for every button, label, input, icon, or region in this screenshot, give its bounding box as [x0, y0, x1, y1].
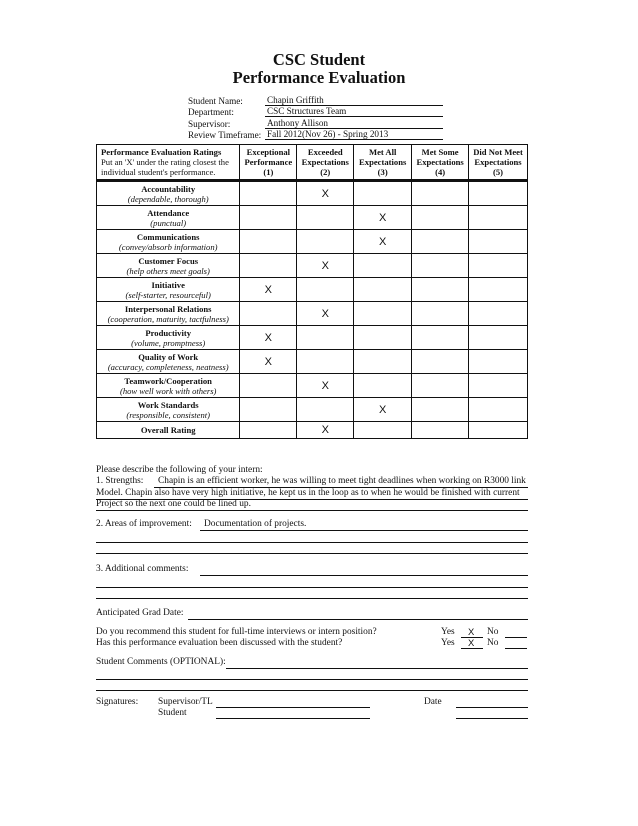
table-row — [97, 206, 528, 230]
rating-mark: X — [264, 355, 273, 368]
review-timeframe-value[interactable]: Fall 2012(Nov 26) - Spring 2013 — [265, 129, 443, 140]
column-header — [297, 145, 354, 181]
rating-cell[interactable] — [354, 326, 412, 350]
rating-cell[interactable] — [297, 302, 354, 326]
grad-date-label: Anticipated Grad Date: — [96, 608, 184, 618]
rating-mark: X — [321, 424, 329, 436]
criterion-description: (volume, promptness) — [131, 337, 206, 348]
evaluation-rows — [97, 181, 528, 439]
criterion-description: (convey/absorb information) — [118, 241, 218, 252]
criterion-name: Customer Focus — [138, 255, 199, 266]
rating-cell[interactable] — [412, 181, 469, 206]
rating-mark: X — [264, 283, 273, 296]
recommend-yes-label: Yes — [441, 627, 455, 637]
table-row — [97, 302, 528, 326]
table-row — [97, 350, 528, 374]
recommend-question: Do you recommend this student for full-time interviews or intern position? — [96, 627, 377, 637]
criterion-name: Attendance — [147, 207, 190, 218]
column-header — [412, 145, 469, 181]
rating-cell[interactable] — [240, 422, 297, 439]
rating-mark: X — [321, 187, 329, 200]
rating-cell[interactable] — [469, 302, 528, 326]
rating-cell[interactable] — [240, 374, 297, 398]
column-header-num: (5) — [493, 167, 504, 177]
criterion-name: Quality of Work — [138, 351, 199, 362]
rating-cell[interactable] — [469, 278, 528, 302]
rating-cell[interactable] — [240, 254, 297, 278]
rating-cell[interactable] — [469, 230, 528, 254]
rating-cell[interactable] — [240, 230, 297, 254]
criterion-description: (punctual) — [150, 217, 187, 228]
supervisor-value[interactable]: Anthony Allison — [265, 118, 443, 129]
form-title-line2: Performance Evaluation — [232, 68, 406, 87]
rating-cell[interactable] — [469, 422, 528, 439]
supervisor-signature-label: Supervisor/TL — [158, 697, 213, 707]
strengths-line1: Chapin is an efficient worker, he was willing to meet tight deadlines when working on R3000 link — [158, 476, 526, 486]
table-row — [97, 326, 528, 350]
discussed-question: Has this performance evaluation been discussed with the student? — [96, 638, 343, 648]
rating-cell[interactable] — [469, 181, 528, 206]
criterion-cell — [97, 302, 240, 326]
student-comments-underline-1[interactable] — [226, 668, 528, 669]
student-comments-underline-3[interactable] — [96, 690, 528, 691]
rating-cell[interactable] — [354, 422, 412, 439]
column-header-num: (4) — [435, 167, 446, 177]
ratings-header-title: Performance Evaluation Ratings — [101, 147, 222, 157]
criterion-cell — [97, 278, 240, 302]
rating-cell[interactable] — [412, 398, 469, 422]
supervisor-signature-field[interactable] — [216, 707, 370, 708]
column-header-name: Exceeded Expectations — [301, 147, 349, 167]
criterion-description: (responsible, consistent) — [126, 409, 211, 420]
criterion-description: (dependable, thorough) — [127, 193, 209, 204]
rating-cell[interactable] — [412, 278, 469, 302]
rating-cell[interactable] — [412, 326, 469, 350]
strengths-line3: Project so the next one could be lined up. — [96, 499, 251, 509]
rating-cell[interactable] — [240, 278, 297, 302]
rating-mark: X — [379, 235, 387, 248]
ratings-header-instructions: Put an 'X' under the rating closest the individual student's performance. — [101, 157, 229, 177]
criterion-description: (how well work with others) — [119, 385, 217, 396]
rating-cell[interactable] — [354, 278, 412, 302]
recommend-no-field[interactable] — [505, 637, 527, 638]
department-value[interactable]: CSC Structures Team — [265, 106, 443, 117]
ratings-header — [97, 145, 240, 181]
column-header-name: Did Not Meet Expectations — [473, 147, 523, 167]
criterion-name: Interpersonal Relations — [124, 303, 212, 314]
rating-cell[interactable] — [412, 230, 469, 254]
column-header-num: (3) — [377, 167, 388, 177]
rating-mark: X — [321, 307, 329, 320]
student-signature-label: Student — [158, 708, 187, 718]
supervisor-label: Supervisor: — [188, 118, 231, 129]
review-timeframe-label: Review Timeframe: — [188, 130, 262, 140]
student-date-field[interactable] — [456, 718, 528, 719]
criterion-cell — [97, 230, 240, 254]
improvement-value: Documentation of projects. — [204, 519, 307, 529]
table-row — [97, 230, 528, 254]
column-header — [354, 145, 412, 181]
rating-cell[interactable] — [412, 302, 469, 326]
describe-prompt: Please describe the following of your intern: — [96, 465, 263, 475]
rating-cell[interactable] — [469, 206, 528, 230]
rating-cell[interactable] — [412, 350, 469, 374]
discussed-no-label: No — [487, 638, 499, 648]
criterion-description: (accuracy, completeness, neatness) — [107, 361, 229, 372]
student-info — [188, 94, 443, 140]
improvement-label: 2. Areas of improvement: — [96, 519, 192, 529]
column-header-num: (1) — [263, 167, 274, 177]
criterion-description: (help others meet goals) — [126, 265, 210, 276]
rating-cell[interactable] — [412, 374, 469, 398]
discussed-yes-mark: X — [468, 637, 475, 648]
rating-cell[interactable] — [354, 181, 412, 206]
department-label: Department: — [188, 107, 234, 117]
rating-cell[interactable] — [354, 350, 412, 374]
strengths-line2: Model. Chapin also have very high initiative, he kept us in the loop as to when he would be finished with current — [96, 488, 520, 498]
rating-cell[interactable] — [240, 326, 297, 350]
rating-mark: X — [321, 379, 329, 392]
rating-cell[interactable] — [354, 230, 412, 254]
rating-mark: X — [379, 211, 387, 224]
rating-cell[interactable] — [297, 350, 354, 374]
additional-underline-2[interactable] — [96, 587, 528, 588]
rating-cell[interactable] — [297, 278, 354, 302]
rating-cell[interactable] — [297, 254, 354, 278]
additional-underline-1[interactable] — [200, 575, 528, 576]
review-timeframe-row — [188, 129, 443, 141]
evaluation-table — [96, 144, 528, 439]
rating-cell[interactable] — [297, 230, 354, 254]
signatures-label: Signatures: — [96, 697, 139, 707]
rating-cell[interactable] — [240, 398, 297, 422]
improvement-underline-1[interactable] — [200, 530, 528, 531]
rating-cell[interactable] — [354, 302, 412, 326]
column-header-name: Met All Expectations — [359, 147, 407, 167]
criterion-name: Accountability — [141, 183, 196, 194]
student-comments-label: Student Comments (OPTIONAL): — [96, 657, 226, 667]
column-header-num: (2) — [320, 167, 331, 177]
rating-cell[interactable] — [469, 254, 528, 278]
column-header-name: Met Some Expectations — [416, 147, 464, 167]
rating-cell[interactable] — [469, 326, 528, 350]
rating-mark: X — [321, 259, 329, 272]
table-header-row — [97, 145, 528, 181]
criterion-cell — [97, 398, 240, 422]
rating-cell[interactable] — [240, 350, 297, 374]
criterion-cell — [97, 422, 240, 439]
criterion-name: Productivity — [145, 327, 192, 338]
rating-cell[interactable] — [354, 374, 412, 398]
rating-cell[interactable] — [240, 302, 297, 326]
rating-cell[interactable] — [297, 206, 354, 230]
criterion-description: (self-starter, resourceful) — [125, 289, 211, 300]
supervisor-row — [188, 117, 443, 129]
criterion-cell — [97, 350, 240, 374]
rating-cell[interactable] — [297, 374, 354, 398]
recommend-yes-mark: X — [468, 626, 475, 637]
criterion-cell — [97, 206, 240, 230]
column-header — [240, 145, 297, 181]
discussed-yes-field[interactable] — [461, 648, 483, 649]
discussed-no-field[interactable] — [505, 648, 527, 649]
department-row — [188, 106, 443, 118]
rating-cell[interactable] — [469, 398, 528, 422]
additional-underline-3[interactable] — [96, 598, 528, 599]
criterion-cell — [97, 374, 240, 398]
additional-comments-label: 3. Additional comments: — [96, 564, 189, 574]
grad-date-field[interactable] — [188, 619, 528, 620]
criterion-name: Overall Rating — [140, 425, 196, 435]
student-comments-underline-2[interactable] — [96, 679, 528, 680]
rating-cell[interactable] — [469, 350, 528, 374]
rating-mark: X — [379, 403, 387, 416]
criterion-name: Work Standards — [137, 399, 199, 410]
strengths-underline-3[interactable] — [96, 510, 528, 511]
rating-cell[interactable] — [297, 398, 354, 422]
table-row — [97, 181, 528, 206]
criterion-name: Communications — [136, 231, 200, 242]
table-row — [97, 278, 528, 302]
strengths-label: 1. Strengths: — [96, 476, 144, 486]
rating-cell[interactable] — [240, 181, 297, 206]
column-header — [469, 145, 528, 181]
criterion-name: Initiative — [151, 279, 185, 290]
student-name-value[interactable]: Chapin Griffith — [265, 95, 443, 106]
rating-cell[interactable] — [412, 254, 469, 278]
discussed-yes-label: Yes — [441, 638, 455, 648]
table-row — [97, 398, 528, 422]
recommend-no-label: No — [487, 627, 499, 637]
rating-cell[interactable] — [412, 206, 469, 230]
supervisor-date-field[interactable] — [456, 707, 528, 708]
rating-cell[interactable] — [469, 374, 528, 398]
criterion-cell — [97, 254, 240, 278]
student-name-row — [188, 94, 443, 106]
improvement-underline-2[interactable] — [96, 542, 528, 543]
rating-cell[interactable] — [297, 181, 354, 206]
column-header-name: Exceptional Performance — [244, 147, 293, 167]
form-title-line1: CSC Student — [272, 50, 366, 69]
rating-cell[interactable] — [412, 422, 469, 439]
rating-cell[interactable] — [354, 254, 412, 278]
table-row — [97, 374, 528, 398]
criterion-name: Teamwork/Cooperation — [124, 375, 212, 386]
criterion-cell — [97, 326, 240, 350]
student-name-label: Student Name: — [188, 95, 243, 106]
overall-rating-row — [97, 422, 528, 439]
student-signature-field[interactable] — [216, 718, 370, 719]
table-row — [97, 254, 528, 278]
rating-cell[interactable] — [297, 422, 354, 439]
date-label: Date — [424, 697, 442, 707]
rating-mark: X — [264, 331, 273, 344]
rating-cell[interactable] — [240, 206, 297, 230]
rating-cell[interactable] — [297, 326, 354, 350]
rating-cell[interactable] — [354, 206, 412, 230]
criterion-cell — [97, 181, 240, 206]
rating-cell[interactable] — [354, 398, 412, 422]
criterion-description: (cooperation, maturity, tactfulness) — [107, 313, 229, 324]
improvement-underline-3[interactable] — [96, 553, 528, 554]
